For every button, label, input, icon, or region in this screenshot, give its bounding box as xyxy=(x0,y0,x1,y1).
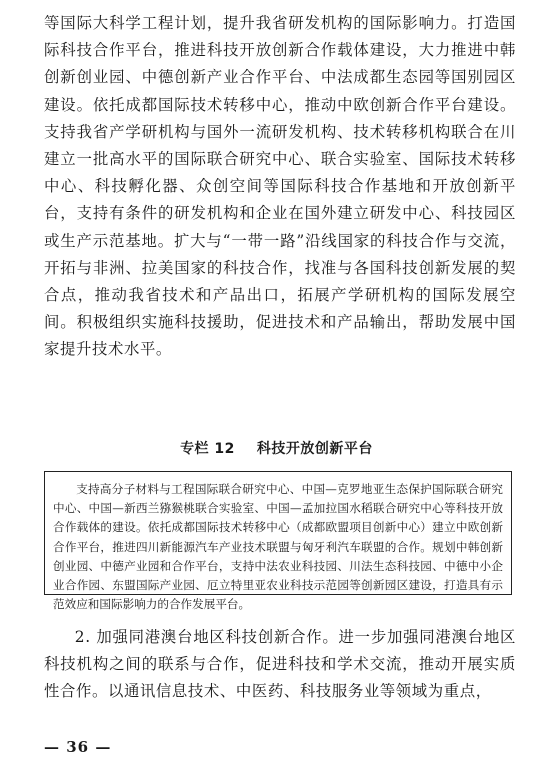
body-paragraph-text: 等国际大科学工程计划，提升我省研发机构的国际影响力。打造国际科技合作平台，推进科技开放创新合作载体建设，大力推进中韩创新创业园、中德创新产业合作平台、中法成都生态园等国别园区建设。依托成都国际技术转移中心，推动中欧创新合作平台建设。支持我省产学研机构与国外一流研发机构、技术转移机构联合在川建立一批高水平的国际联合研究中心、联合实验室、国际技术转移中心、科技孵化器、众创空间等国际科技合作基地和开放创新平台，支持有条件的研发机构和企业在国外建立研发中心、科技园区或生产示范基地。扩大与“一带一路”沿线国家的科技合作与交流，开拓与非洲、拉美国家的科技合作，找准与各国科技创新发展的契合点，推动我省技术和产品出口，拓展产学研机构的国际发展空间。积极组织实施科技援助，促进技术和产品输出，帮助发展中国家提升技术水平。 xyxy=(44,14,516,359)
section-paragraph xyxy=(44,624,516,706)
box-content: 支持高分子材料与工程国际联合研究中心、中国—克罗地亚生态保护国际联合研究中心、中国—新西兰猕猴桃联合实验室、中国—孟加拉国水稻联合研究中心等科技开放合作载体的建设。依托成都国际技术转移中心（成都欧盟项目创新中心）建立中欧创新合作平台，推进四川新能源汽车产业技术联盟与匈牙利汽车联盟的合作。规划中韩创新创业园、中德产业园和合作平台，支持中法农业科技园、川法生态科技园、中德中小企业合作园、东盟国际产业园、厄立特里亚农业科技示范园等创新园区建设，打造具有示范效应和国际影响力的合作发展平台。 xyxy=(53,482,503,612)
box-heading xyxy=(0,438,553,458)
feature-box xyxy=(44,471,512,612)
body-paragraph xyxy=(44,10,516,364)
box-label: 专栏 12 xyxy=(180,441,235,457)
box-title: 科技开放创新平台 xyxy=(256,441,373,457)
page-number: — 36 — xyxy=(44,738,112,756)
section-paragraph-text: 2. 加强同港澳台地区科技创新合作。进一步加强同港澳台地区科技机构之间的联系与合作，促进科技和学术交流，推动开展实质性合作。以通讯信息技术、中医药、科技服务业等领域为重点， xyxy=(44,628,516,701)
